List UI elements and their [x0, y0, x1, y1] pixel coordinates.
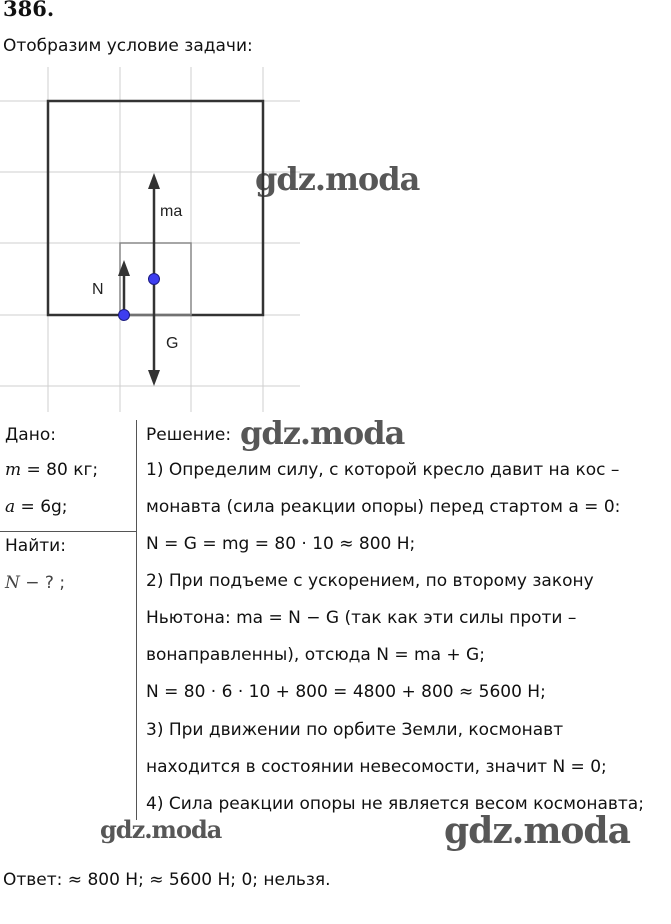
grid: [0, 67, 300, 412]
label-G: G: [166, 335, 179, 352]
given-divider: [0, 531, 137, 532]
given-heading: Дано:: [5, 425, 56, 445]
find-heading: Найти:: [5, 536, 66, 556]
solution-line-4: 2) При подъеме с ускорением, по второму закону: [146, 571, 594, 591]
center-dot: [149, 274, 160, 285]
intro-text: Отобразим условие задачи:: [3, 36, 253, 56]
solution-line-1: 1) Определим силу, с которой кресло давит на кос –: [146, 460, 620, 480]
watermark-middle: gdz.moda: [240, 414, 405, 452]
solution-line-2: монавта (сила реакции опоры) перед стартом a = 0:: [146, 497, 621, 517]
solution-line-9: находится в состоянии невесомости, значит N = 0;: [146, 757, 607, 777]
watermark-top: gdz.moda: [255, 160, 420, 198]
arrow-ma: [148, 173, 160, 279]
problem-number: 386.: [3, 0, 55, 21]
solution-line-3: N = G = mg = 80 · 10 ≈ 800 Н;: [146, 534, 416, 554]
column-divider: [136, 420, 137, 820]
solution-heading: Решение:: [146, 425, 232, 445]
force-diagram: [0, 67, 300, 412]
label-N: N: [92, 281, 104, 298]
label-ma: ma: [160, 203, 183, 220]
arrow-G: [148, 279, 160, 386]
solution-line-5: Ньютона: ma = N − G (так как эти силы проти –: [146, 608, 577, 628]
watermark-bottom-right: gdz.moda: [444, 810, 630, 852]
find-value: N − ? ;: [5, 573, 66, 593]
contact-dot: [119, 310, 130, 321]
answer-line: Ответ: ≈ 800 Н; ≈ 5600 Н; 0; нельзя.: [3, 870, 331, 890]
solution-line-8: 3) При движении по орбите Земли, космонавт: [146, 720, 564, 740]
solution-line-7: N = 80 · 6 · 10 + 800 = 4800 + 800 ≈ 5600 Н;: [146, 682, 546, 702]
given-acceleration: a = 6g;: [5, 497, 68, 517]
solution-line-6: вонаправленны), отсюда N = ma + G;: [146, 645, 485, 665]
watermark-bottom-left: gdz.moda: [100, 815, 222, 844]
solution-line-10: 4) Сила реакции опоры не является весом космонавта;: [146, 794, 644, 814]
given-mass: m = 80 кг;: [5, 460, 99, 480]
